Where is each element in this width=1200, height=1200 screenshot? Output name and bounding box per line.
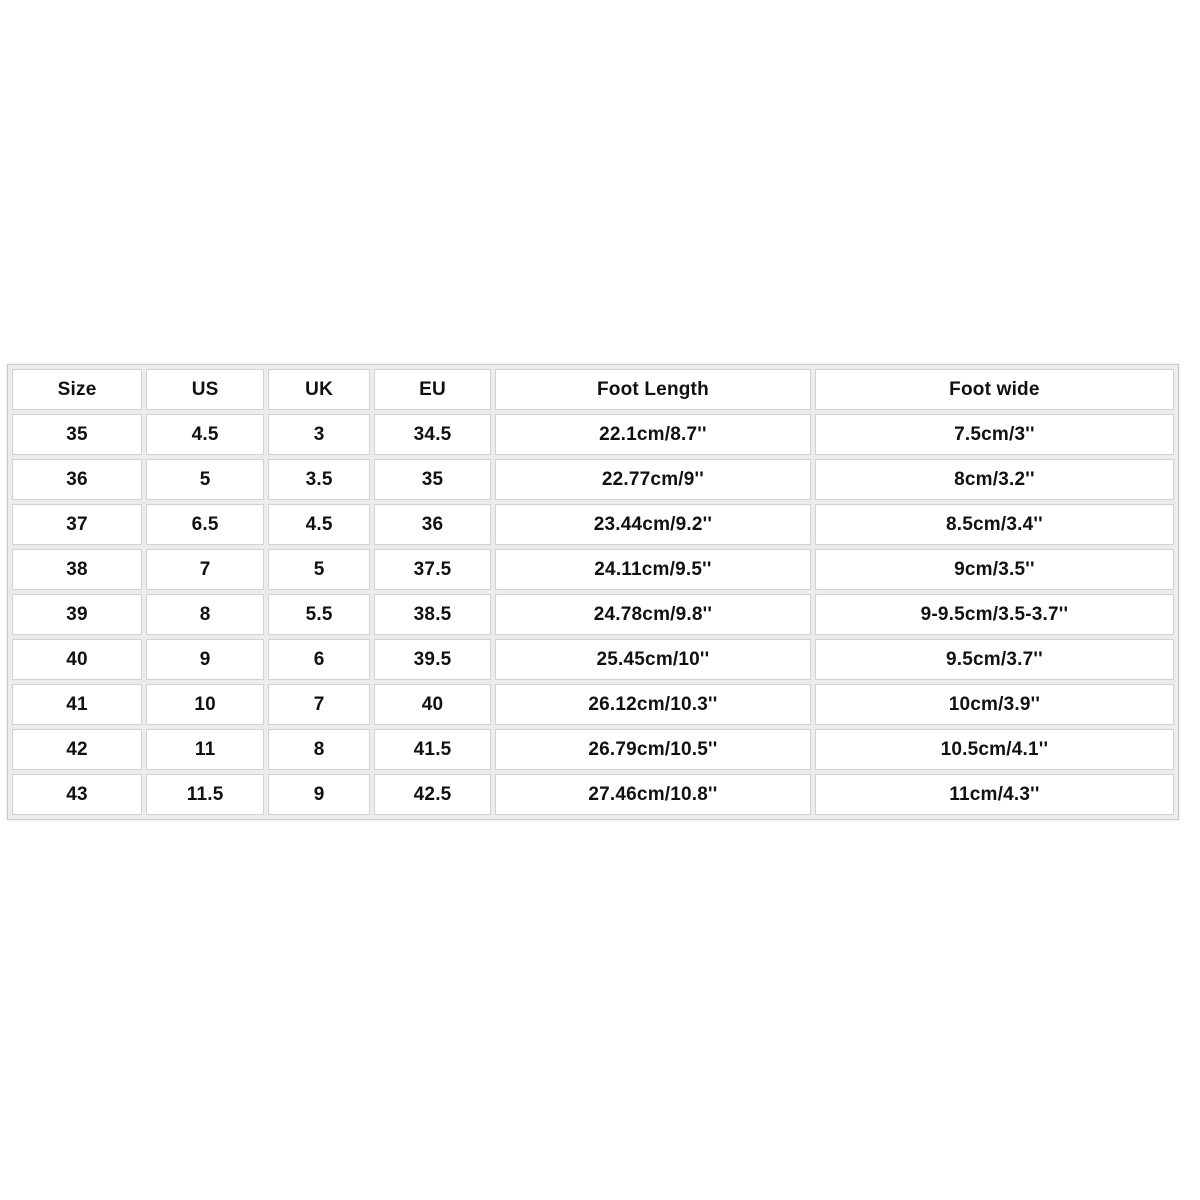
cell-size: 35 [12,414,142,455]
cell-uk: 7 [268,684,370,725]
header-eu: EU [374,369,491,410]
cell-us: 7 [146,549,264,590]
cell-eu: 38.5 [374,594,491,635]
cell-foot-wide: 10cm/3.9'' [815,684,1174,725]
cell-eu: 34.5 [374,414,491,455]
cell-eu: 37.5 [374,549,491,590]
cell-foot-length: 23.44cm/9.2'' [495,504,811,545]
cell-foot-wide: 7.5cm/3'' [815,414,1174,455]
table-row [12,459,1174,500]
size-chart-table [7,364,1179,820]
header-us: US [146,369,264,410]
cell-uk: 3.5 [268,459,370,500]
cell-us: 5 [146,459,264,500]
cell-foot-length: 24.78cm/9.8'' [495,594,811,635]
cell-foot-length: 26.12cm/10.3'' [495,684,811,725]
table-row [12,639,1174,680]
cell-uk: 5.5 [268,594,370,635]
cell-foot-length: 22.77cm/9'' [495,459,811,500]
table-header-row [12,369,1174,410]
cell-eu: 39.5 [374,639,491,680]
header-size: Size [12,369,142,410]
cell-size: 40 [12,639,142,680]
cell-size: 43 [12,774,142,815]
cell-uk: 9 [268,774,370,815]
cell-foot-wide: 8cm/3.2'' [815,459,1174,500]
cell-uk: 8 [268,729,370,770]
header-foot-length: Foot Length [495,369,811,410]
cell-us: 11 [146,729,264,770]
cell-size: 39 [12,594,142,635]
cell-uk: 6 [268,639,370,680]
cell-foot-wide: 9.5cm/3.7'' [815,639,1174,680]
cell-size: 36 [12,459,142,500]
cell-size: 37 [12,504,142,545]
cell-foot-wide: 8.5cm/3.4'' [815,504,1174,545]
cell-foot-wide: 9-9.5cm/3.5-3.7'' [815,594,1174,635]
cell-foot-wide: 9cm/3.5'' [815,549,1174,590]
cell-us: 9 [146,639,264,680]
cell-uk: 4.5 [268,504,370,545]
cell-us: 4.5 [146,414,264,455]
cell-size: 41 [12,684,142,725]
table-row [12,549,1174,590]
cell-us: 8 [146,594,264,635]
table-row [12,594,1174,635]
cell-size: 38 [12,549,142,590]
cell-foot-wide: 10.5cm/4.1'' [815,729,1174,770]
cell-foot-length: 24.11cm/9.5'' [495,549,811,590]
cell-us: 6.5 [146,504,264,545]
cell-foot-length: 27.46cm/10.8'' [495,774,811,815]
header-uk: UK [268,369,370,410]
cell-foot-length: 22.1cm/8.7'' [495,414,811,455]
table-row [12,414,1174,455]
cell-foot-wide: 11cm/4.3'' [815,774,1174,815]
cell-eu: 41.5 [374,729,491,770]
cell-eu: 35 [374,459,491,500]
cell-eu: 36 [374,504,491,545]
cell-uk: 3 [268,414,370,455]
cell-us: 11.5 [146,774,264,815]
cell-us: 10 [146,684,264,725]
table-row [12,684,1174,725]
cell-foot-length: 25.45cm/10'' [495,639,811,680]
table-row [12,729,1174,770]
table-row [12,774,1174,815]
cell-size: 42 [12,729,142,770]
table-row [12,504,1174,545]
cell-eu: 42.5 [374,774,491,815]
cell-eu: 40 [374,684,491,725]
header-foot-wide: Foot wide [815,369,1174,410]
cell-uk: 5 [268,549,370,590]
cell-foot-length: 26.79cm/10.5'' [495,729,811,770]
